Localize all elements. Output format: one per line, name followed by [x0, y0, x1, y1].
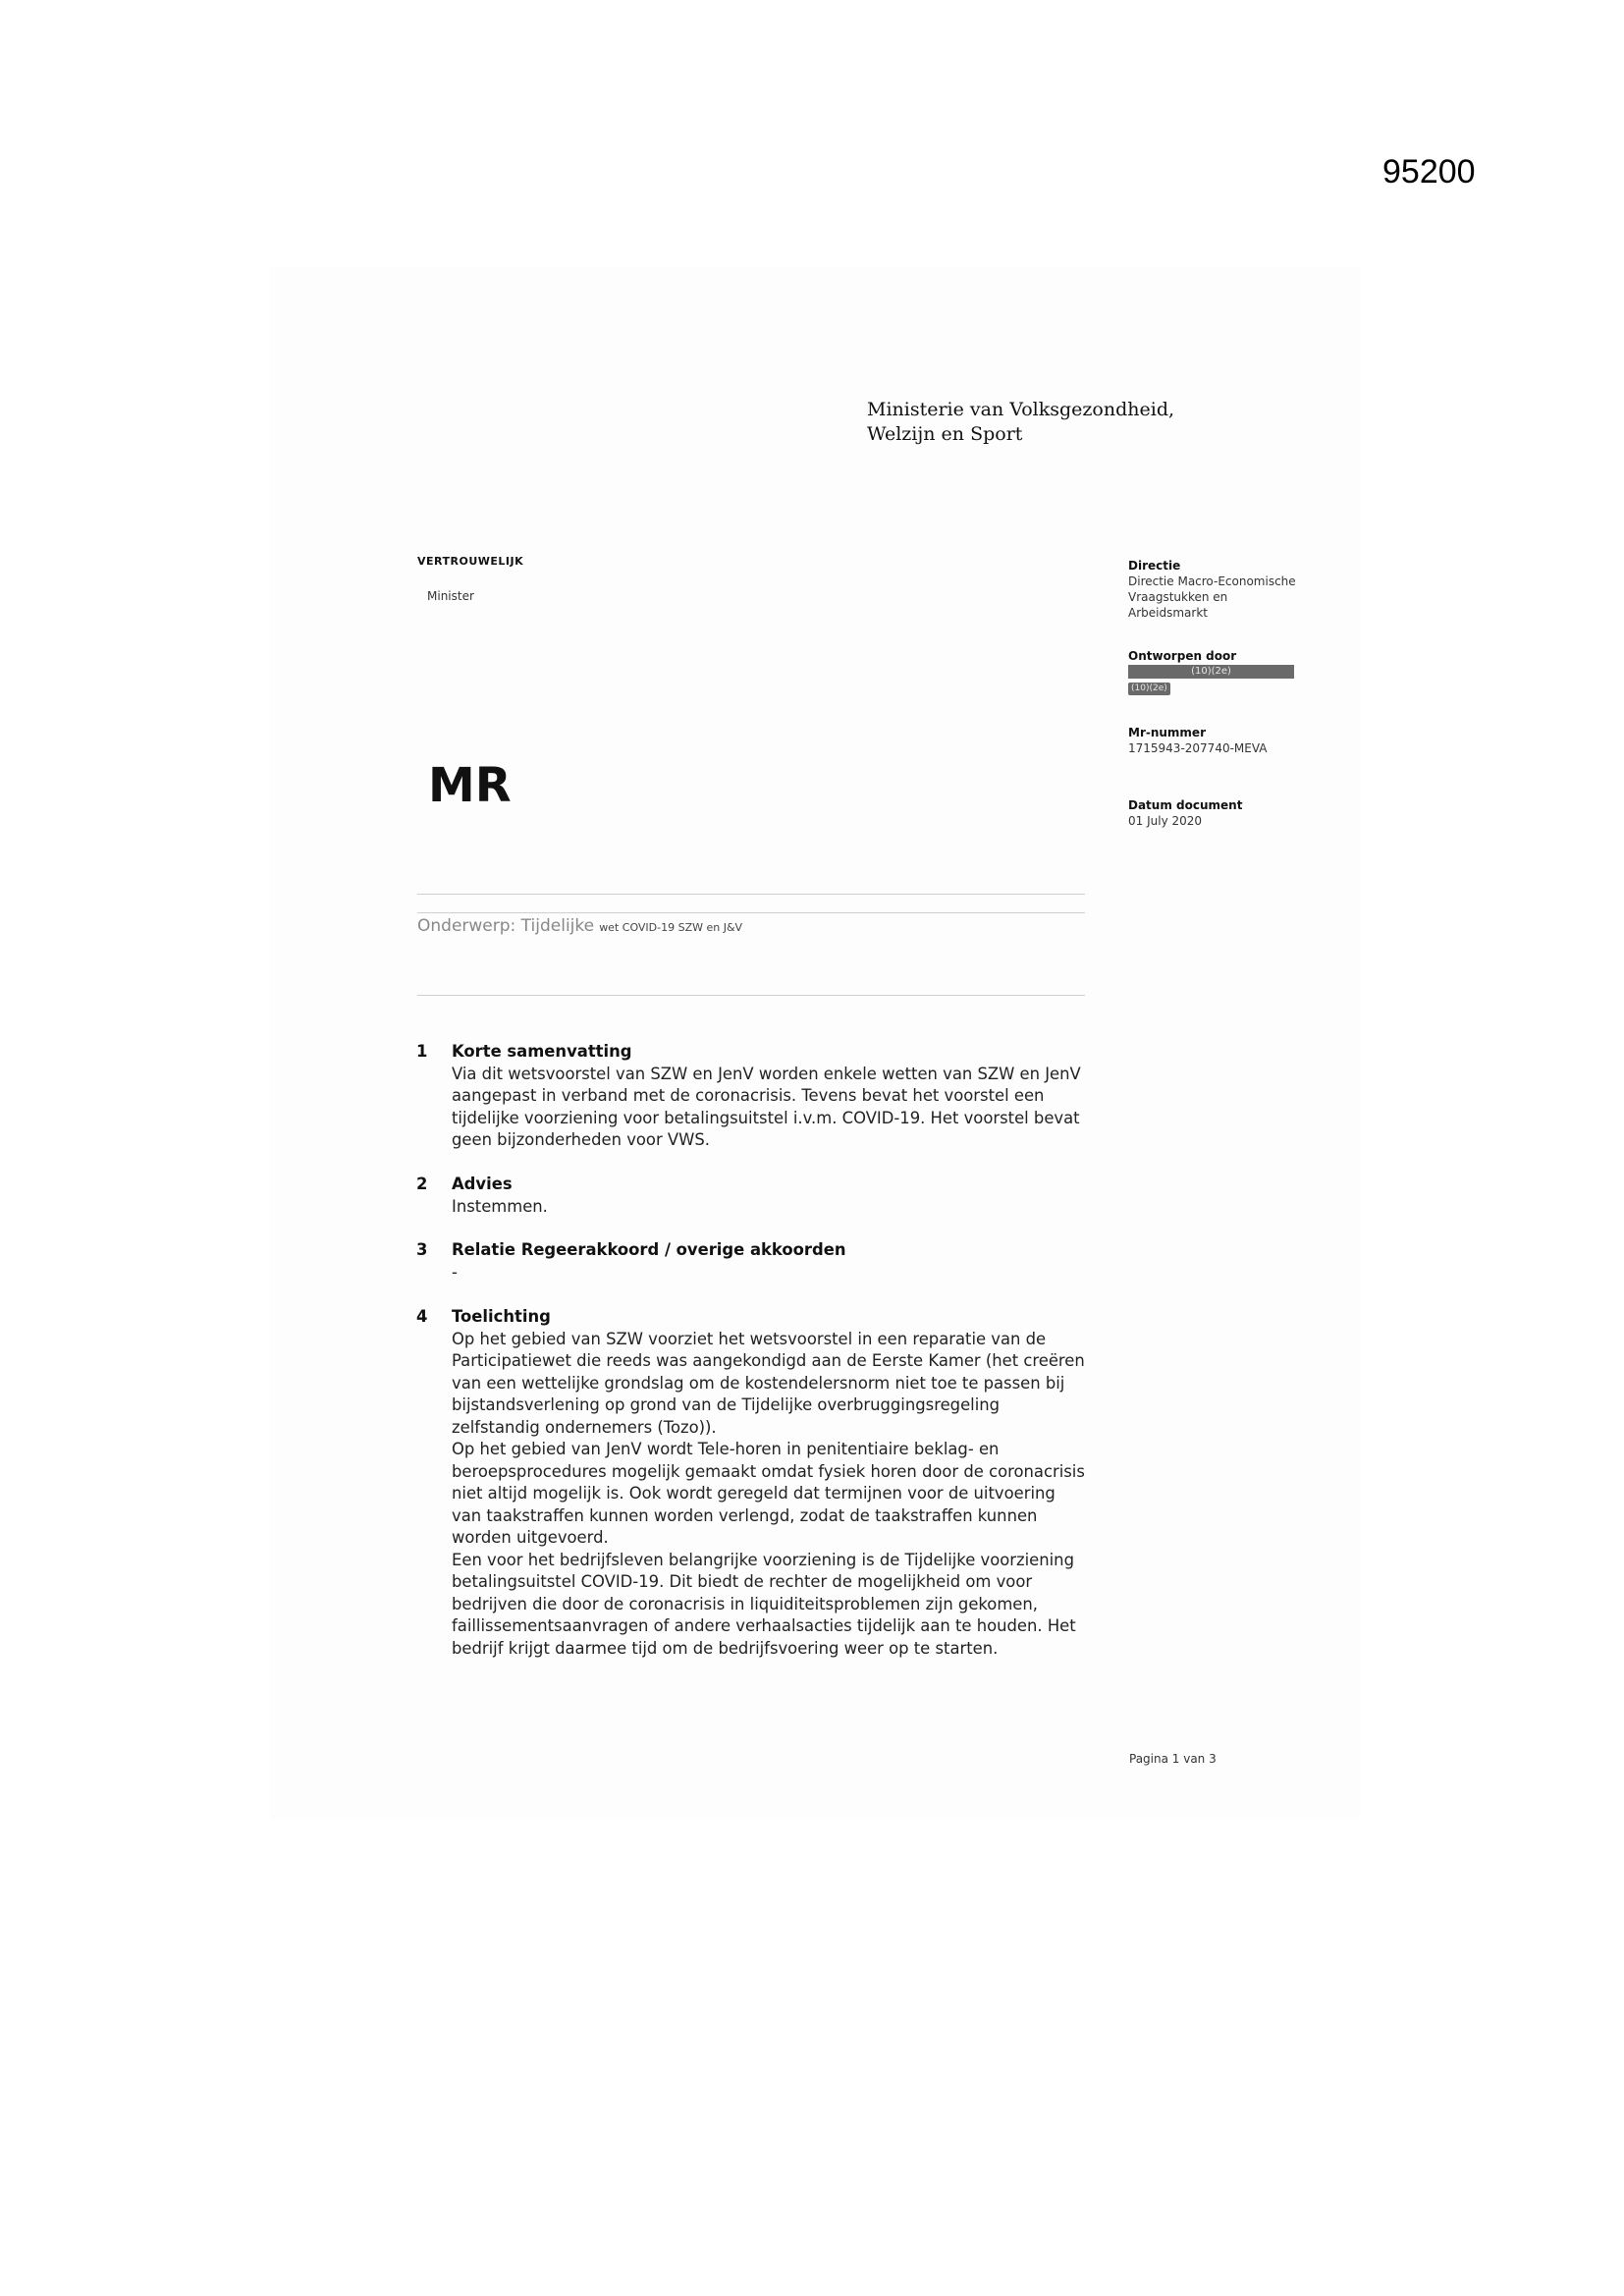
body-line: aangepast in verband met de coronacrisis. Tevens bevat het voorstel een	[452, 1086, 1045, 1105]
directie-label: Directie	[1128, 559, 1181, 573]
redaction-bar: (10)(2e)	[1128, 665, 1294, 679]
document-number: 95200	[1382, 153, 1476, 191]
directie-line: Arbeidsmarkt	[1128, 606, 1208, 620]
section-heading: Advies	[452, 1175, 513, 1193]
section-heading: Relatie Regeerakkoord / overige akkoorden	[452, 1240, 846, 1259]
subject-line	[417, 916, 742, 936]
body-line: van taakstraffen kunnen worden verlengd, zodat de taakstraffen kunnen	[452, 1505, 1038, 1525]
ministry-name-line-1: Ministerie van Volksgezondheid,	[867, 399, 1175, 420]
subject-label: Onderwerp: Tijdelijke	[417, 916, 595, 936]
divider-line	[417, 995, 1085, 996]
body-line: Participatiewet die reeds was aangekondigd aan de Eerste Kamer (het creëren	[452, 1351, 1085, 1370]
directie-line: Directie Macro-Economische	[1128, 574, 1296, 588]
body-line: worden uitgevoerd.	[452, 1528, 609, 1547]
body-line: niet altijd mogelijk is. Ook wordt geregeld dat termijnen voor de uitvoering	[452, 1484, 1056, 1503]
section-number: 2	[416, 1175, 428, 1193]
section-number: 1	[416, 1042, 428, 1061]
body-line: Op het gebied van SZW voorziet het wetsvoorstel in een reparatie van de	[452, 1329, 1047, 1348]
redaction-mark: (10)(2e)	[1128, 683, 1170, 695]
subject-text: wet COVID-19 SZW en J&V	[599, 921, 743, 934]
mr-nummer-block	[1128, 725, 1344, 756]
section-number: 4	[416, 1307, 428, 1326]
datum-document-block	[1128, 797, 1344, 829]
ontworpen-door-label: Ontworpen door	[1128, 649, 1237, 663]
body-line: Instemmen.	[452, 1196, 548, 1216]
section-heading: Toelichting	[452, 1307, 551, 1326]
ministry-name-line-2: Welzijn en Sport	[867, 423, 1023, 445]
section-number: 3	[416, 1240, 428, 1259]
classification-label: VERTROUWELIJK	[417, 555, 524, 568]
body-line: van een wettelijke grondslag om de kostendelersnorm niet toe te passen bij	[452, 1373, 1065, 1393]
body-line: -	[452, 1262, 458, 1282]
page-number: Pagina 1 van 3	[1129, 1752, 1217, 1766]
body-line: Via dit wetsvoorstel van SZW en JenV worden enkele wetten van SZW en JenV	[452, 1064, 1081, 1083]
section-heading: Korte samenvatting	[452, 1042, 632, 1061]
divider-line	[417, 912, 1085, 913]
directie-block	[1128, 558, 1344, 621]
body-line: bedrijf krijgt daarmee tijd om de bedrijfsvoering weer op te starten.	[452, 1638, 999, 1658]
divider-line	[417, 894, 1085, 895]
body-line: geen bijzonderheden voor VWS.	[452, 1130, 710, 1149]
body-line: Een voor het bedrijfsleven belangrijke voorziening is de Tijdelijke voorziening	[452, 1550, 1074, 1569]
datum-document-value: 01 July 2020	[1128, 814, 1203, 828]
body-line: Op het gebied van JenV wordt Tele-horen in penitentiaire beklag- en	[452, 1440, 1000, 1458]
datum-document-label: Datum document	[1128, 798, 1243, 812]
body-line: faillissementsaanvragen of andere verhaalsacties tijdelijk aan te houden. Het	[452, 1616, 1076, 1635]
ontworpen-door-block	[1128, 648, 1344, 695]
body-line: bedrijven die door de coronacrisis in liquiditeitsproblemen zijn gekomen,	[452, 1594, 1038, 1613]
body-line: zelfstandig ondernemers (Tozo)).	[452, 1417, 717, 1437]
body-line: betalingsuitstel COVID-19. Dit biedt de rechter de mogelijkheid om voor	[452, 1572, 1033, 1591]
document-title: MR	[428, 758, 512, 813]
mr-nummer-label: Mr-nummer	[1128, 726, 1206, 739]
addressee: Minister	[427, 589, 474, 603]
mr-nummer-value: 1715943-207740-MEVA	[1128, 741, 1268, 755]
body-line: bijstandsverlening op grond van de Tijdelijke overbruggingsregeling	[452, 1395, 1001, 1414]
body-line: beroepsprocedures mogelijk gemaakt omdat fysiek horen door de coronacrisis	[452, 1461, 1085, 1481]
ministry-header	[867, 398, 1174, 447]
body-line: tijdelijke voorziening voor betalingsuitstel i.v.m. COVID-19. Het voorstel bevat	[452, 1108, 1080, 1127]
directie-line: Vraagstukken en	[1128, 590, 1228, 604]
